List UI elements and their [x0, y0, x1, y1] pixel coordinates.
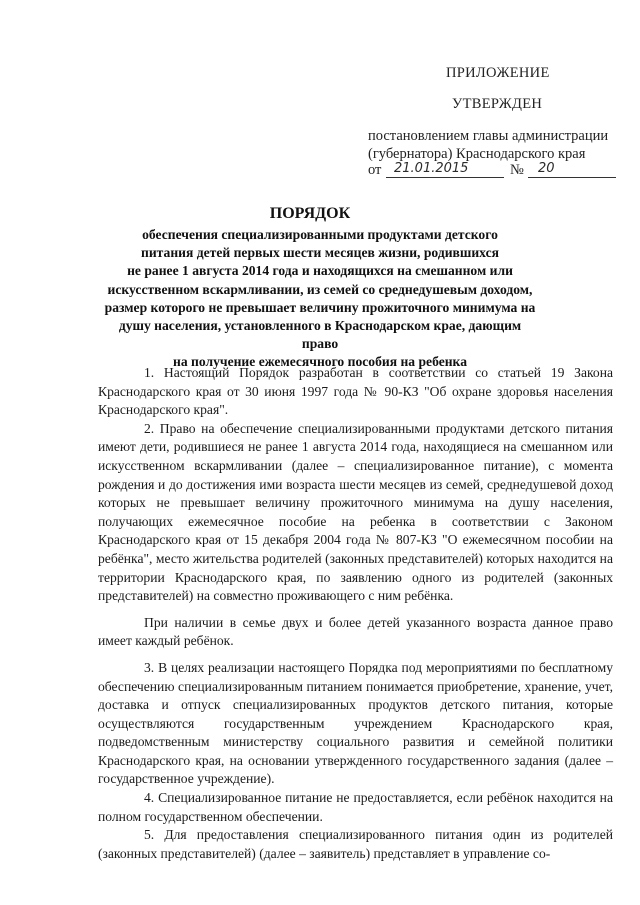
subtitle-line: питания детей первых шести месяцев жизни, родившихся: [141, 245, 499, 261]
document-title: ПОРЯДОК: [269, 205, 351, 222]
paragraph-1: 1. Настоящий Порядок разработан в соответствии со статьей 19 Закона Краснодарского края от 30 июня 1997 года № 90-КЗ "Об охране здоровья населения Краснодарского края".: [98, 365, 613, 418]
subtitle-line: на получение ежемесячного пособия на ребенка: [173, 354, 467, 370]
from-prefix: от: [368, 162, 382, 178]
decree-date-row: [368, 161, 616, 181]
approved-label: УТВЕРЖДЕН: [452, 96, 543, 112]
subtitle-line: душу населения, установленного в Краснодарском крае, дающим право: [118, 318, 522, 352]
subtitle-line: размер которого не превышает величину прожиточного минимума на: [104, 299, 536, 315]
subtitle-line: искусственном вскармливании, из семей со среднедушевым доходом,: [107, 281, 533, 297]
subtitle-line: не ранее 1 августа 2014 года и находящихся на смешанном или: [127, 263, 513, 279]
subtitle-line: обеспечения специализированными продуктами детского: [142, 227, 498, 242]
paragraph-3: 3. В целях реализации настоящего Порядка под мероприятиями по бесплатному обеспечению специализированным питанием понимается приобретение, хранение, учет, доставка и отпуск специализированных продуктов детского питания, которые осуществляются государственным учреждением Краснодарского края, подведомственным министерству социального развития и семейной политики Краснодарского края, на основании утвержденного государственного задания (далее – государственное учреждение).: [98, 659, 613, 787]
document-body: [98, 364, 613, 863]
decree-line-2: (губернатора) Краснодарского края: [368, 146, 586, 162]
paragraph-2: 2. Право на обеспечение специализированными продуктами детского питания имеют дети, родившиеся не ранее 1 августа 2014 года, находящиеся на смешанном или искусственном вскармливании (далее – специализированное питание), с момента рождения и до достижения ими возраста шести месяцев из семей, среднедушевой доход которых не превышает величину прожиточного минимума на душу населения, получающих ежемесячное пособие на ребенка в соответствии с Законом Краснодарского края от 15 декабря 2004 года № 807-КЗ "О ежемесячном пособии на ребёнка", место жительства родителей (законных представителей) которых находится на территории Краснодарского края, по заявлению одного из родителей (законных представителей) на совместно проживающего с ним ребёнка.: [98, 420, 613, 604]
decree-number: 20: [538, 161, 555, 176]
decree-date: 21.01.2015: [394, 161, 469, 176]
document-subtitle: [100, 226, 540, 372]
appendix-label: ПРИЛОЖЕНИЕ: [446, 65, 550, 81]
paragraph-2-note: При наличии в семье двух и более детей указанного возраста данное право имеет каждый ребёнок.: [98, 614, 613, 649]
paragraph-5: 5. Для предоставления специализированного питания один из родителей (законных представителей) (далее – заявитель) представляет в управление со-: [98, 827, 613, 861]
decree-line-1: постановлением главы администрации: [368, 128, 609, 144]
number-prefix: №: [510, 162, 524, 178]
paragraph-4: 4. Специализированное питание не предоставляется, если ребёнок находится на полном государственном обеспечении.: [98, 790, 613, 824]
